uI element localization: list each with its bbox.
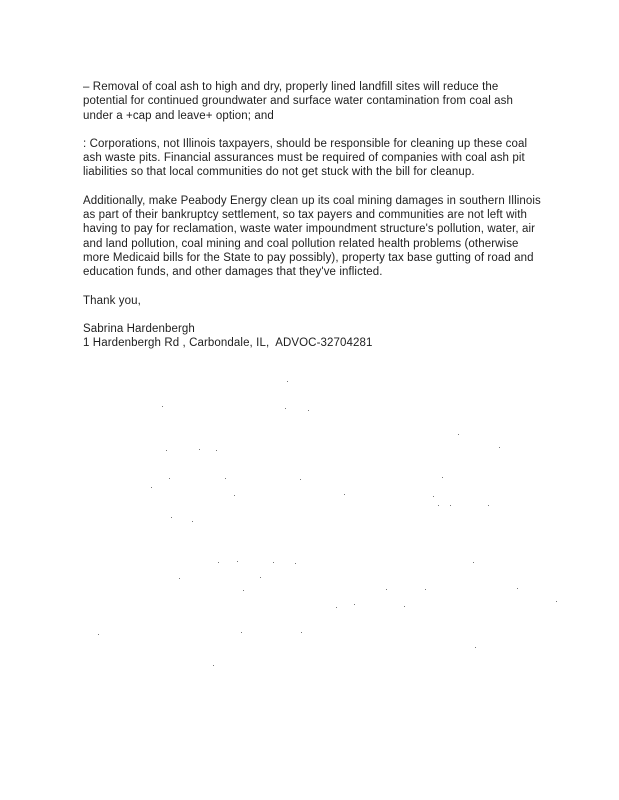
- letter-body: [83, 80, 545, 364]
- bullet-paragraph-corporations: : Corporations, not Illinois taxpayers, should be responsible for cleaning up these coal ash waste pits. Financial assurances must be required of companies with coal ash pit liabilities so that local communities do not get stuck with the bill for cleanup.: [83, 137, 531, 179]
- signature-address: 1 Hardenbergh Rd , Carbondale, IL, ADVOC-32704281: [83, 337, 373, 350]
- signature-name: Sabrina Hardenbergh: [83, 322, 195, 335]
- closing-thanks: Thank you,: [83, 294, 141, 307]
- bullet-paragraph-removal: – Removal of coal ash to high and dry, properly lined landfill sites will reduce the potential for continued groundwater and surface water contamination from coal ash under a +cap and leave+ option; and: [83, 81, 517, 122]
- paragraph-peabody-cleanup: Additionally, make Peabody Energy clean up its coal mining damages in southern Illinois as part of their bankruptcy settlement, so tax payers and communities are not left with having to pay for reclamation, waste water impoundment structure's pollution, water, air and land pollution, coal mining and coal pollution related health problems (otherwise more Medicaid bills for the State to pay possibly), property tax base gutting of road and education funds, and other damages that they've inflicted.: [83, 194, 545, 279]
- signature-block: [83, 322, 545, 351]
